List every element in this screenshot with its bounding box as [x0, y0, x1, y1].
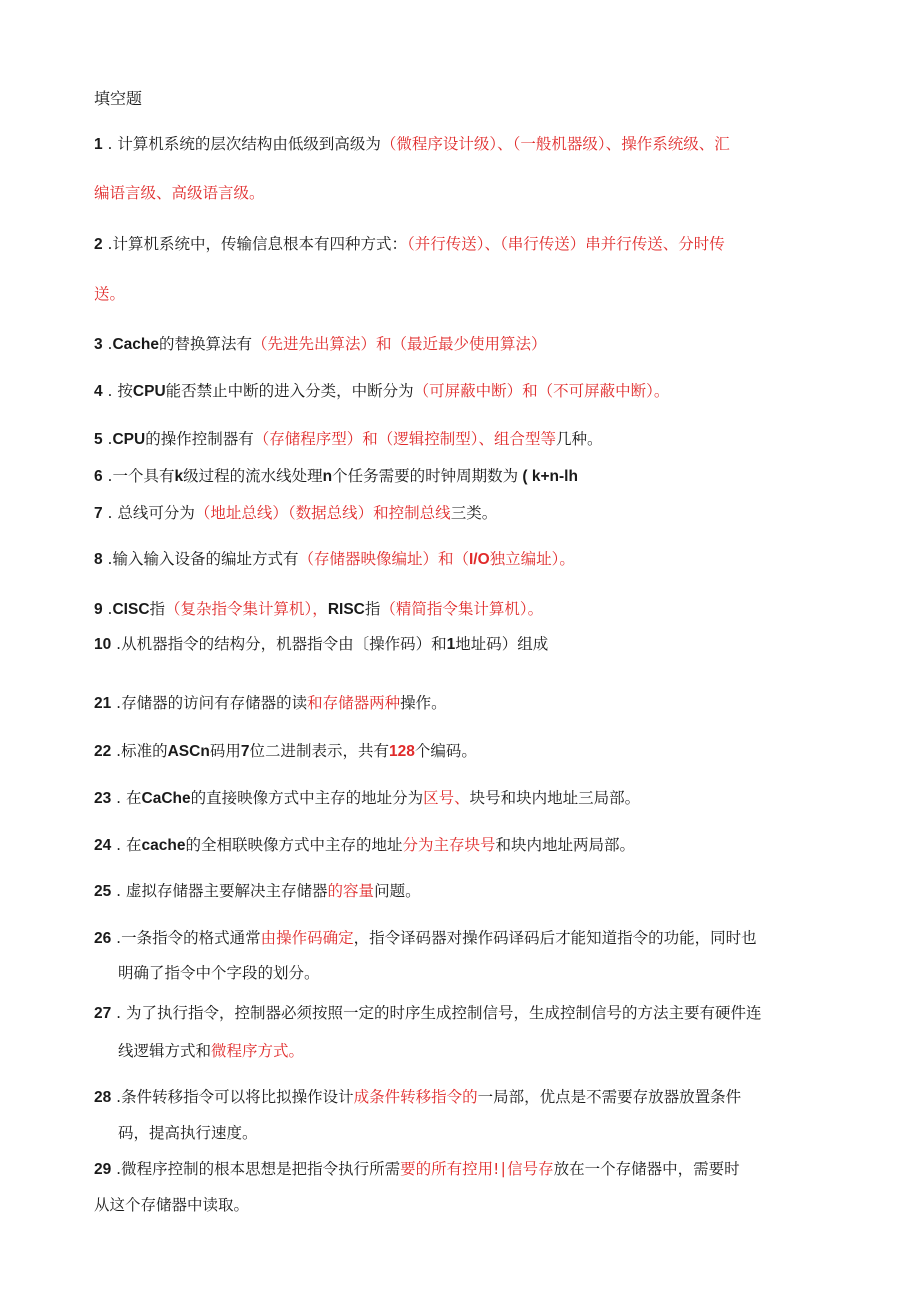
question-4: 4 . 按CPU能否禁止中断的进入分类，中断分为（可屏蔽中断）和（不可屏蔽中断）。 [94, 382, 670, 400]
question-number: 2 [94, 236, 103, 253]
question-number: 10 [94, 636, 112, 653]
question-number: 4 [94, 383, 103, 400]
question-number: 28 [94, 1089, 112, 1106]
question-number: 24 [94, 837, 112, 854]
question-27-continued: 线逻辑方式和微程序方式。 [118, 1042, 305, 1060]
question-3: 3 .Cache的替换算法有（先进先出算法）和（最近最少使用算法） [94, 335, 547, 353]
question-1-continued: 编语言级、高级语言级。 [94, 184, 265, 202]
question-22: 22 .标准的ASCn码用7位二进制表示，共有128个编码。 [94, 742, 477, 760]
question-27: 27 . 为了执行指令，控制器必须按照一定的时序生成控制信号，生成控制信号的方法主要有硬件连 [94, 1004, 762, 1022]
question-number: 25 [94, 883, 112, 900]
question-number: 27 [94, 1005, 112, 1022]
question-number: 23 [94, 790, 112, 807]
question-23: 23 . 在CaChe的直接映像方式中主存的地址分为区号、块号和块内地址三局部。 [94, 789, 641, 807]
question-26-continued: 明确了指令中个字段的划分。 [118, 964, 320, 982]
question-26: 26 .一条指令的格式通常由操作码确定，指令译码器对操作码译码后才能知道指令的功能，同时也 [94, 929, 757, 947]
question-7: 7 . 总线可分为（地址总线）（数据总线）和控制总线三类。 [94, 504, 498, 522]
question-28-continued: 码，提高执行速度。 [118, 1124, 258, 1142]
question-8: 8 .输入输入设备的编址方式有（存储器映像编址）和（I/O独立编址）。 [94, 550, 575, 568]
question-2: 2 .计算机系统中，传输信息根本有四种方式：（并行传送）、（串行传送）串并行传送、分时传 [94, 235, 725, 253]
question-1: 1 . 计算机系统的层次结构由低级到高级为（微程序设计级）、（一般机器级）、操作系统级、汇 [94, 135, 730, 153]
question-number: 6 [94, 468, 103, 485]
question-number: 1 [94, 136, 103, 153]
question-21: 21 .存储器的访问有存储器的读和存储器两种操作。 [94, 694, 447, 712]
question-number: 5 [94, 431, 103, 448]
question-number: 22 [94, 743, 112, 760]
question-number: 26 [94, 930, 112, 947]
question-5: 5 .CPU的操作控制器有（存储程序型）和（逻辑控制型）、组合型等几种。 [94, 430, 603, 448]
question-28: 28 .条件转移指令可以将比拟操作设计成条件转移指令的一局部，优点是不需要存放器放置条件 [94, 1088, 742, 1106]
question-2-continued: 送。 [94, 285, 126, 303]
question-25: 25 . 虚拟存储器主要解决主存储器的容量问题。 [94, 882, 421, 900]
question-number: 8 [94, 551, 103, 568]
question-29: 29 .微程序控制的根本思想是把指令执行所需要的所有控用!∣信号存放在一个存储器中，需要时 [94, 1160, 740, 1178]
question-10: 10 .从机器指令的结构分，机器指令由〔操作码）和1地址码）组成 [94, 635, 549, 653]
question-9: 9 .CISC指（复杂指令集计算机），RISC指（精简指令集计算机）。 [94, 600, 544, 618]
question-6: 6 .一个具有k级过程的流水线处理n个任务需要的时钟周期数为 ( k+n-lh [94, 467, 578, 485]
question-number: 9 [94, 601, 103, 618]
question-number: 21 [94, 695, 112, 712]
question-number: 3 [94, 336, 103, 353]
question-29-continued: 从这个存储器中读取。 [94, 1196, 250, 1214]
question-number: 29 [94, 1161, 112, 1178]
page-title: 填空题 [94, 89, 143, 108]
question-24: 24 . 在cache的全相联映像方式中主存的地址分为主存块号和块内地址两局部。 [94, 836, 636, 854]
question-number: 7 [94, 505, 103, 522]
